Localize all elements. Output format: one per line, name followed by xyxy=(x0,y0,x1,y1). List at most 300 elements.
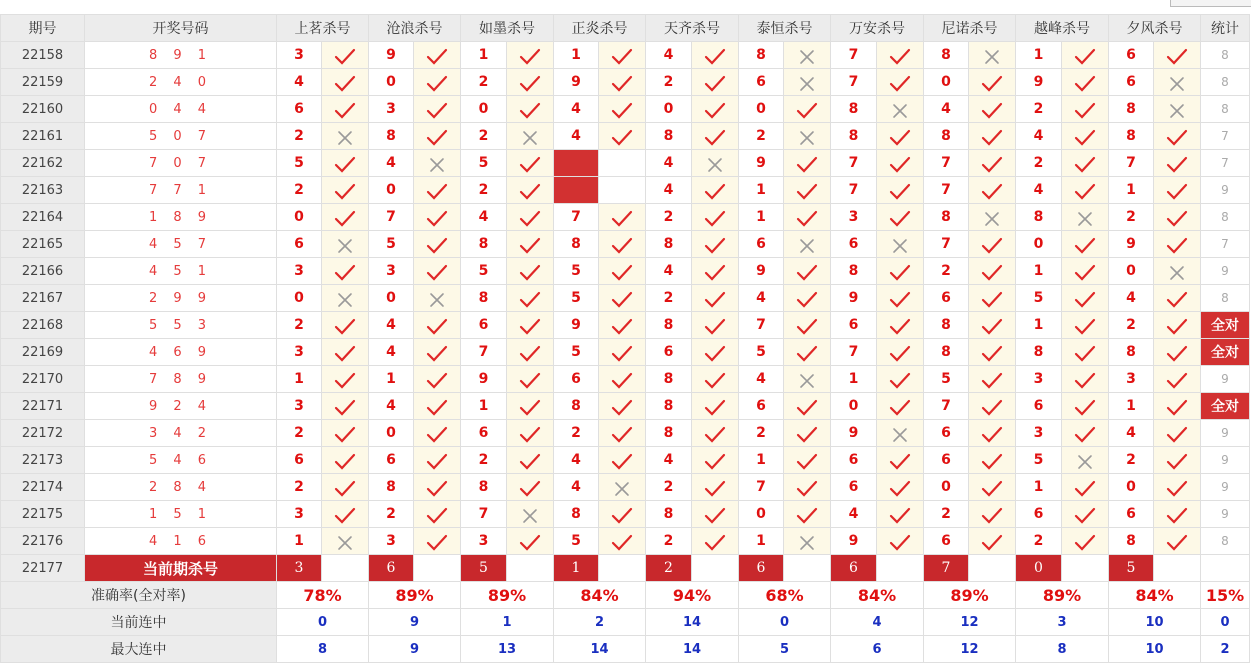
kill-number: 6 xyxy=(924,285,969,312)
check-mark-icon xyxy=(426,102,448,120)
cross-mark-icon xyxy=(889,426,911,444)
hit-result xyxy=(599,501,646,528)
kill-number: 8 xyxy=(924,312,969,339)
table-row xyxy=(1,150,1250,177)
check-mark-icon xyxy=(611,75,633,93)
miss-result xyxy=(877,420,924,447)
column-header-expert: 沧浪杀号 xyxy=(369,15,461,42)
hit-result xyxy=(1154,150,1201,177)
hit-result xyxy=(507,42,554,69)
hit-result xyxy=(414,312,461,339)
hit-result xyxy=(1154,177,1201,204)
kill-number: 2 xyxy=(554,420,599,447)
hit-result xyxy=(692,285,739,312)
table-row xyxy=(1,204,1250,231)
current-empty-cell xyxy=(1062,555,1109,582)
accuracy-row-value: 89% xyxy=(369,582,461,609)
hit-result xyxy=(692,501,739,528)
hit-result xyxy=(784,285,831,312)
hit-result xyxy=(599,123,646,150)
hit-result xyxy=(507,393,554,420)
cross-mark-icon xyxy=(334,237,356,255)
check-mark-icon xyxy=(981,318,1003,336)
issue-number: 22165 xyxy=(1,231,85,258)
hit-result xyxy=(507,339,554,366)
check-mark-icon xyxy=(981,480,1003,498)
check-mark-icon xyxy=(611,426,633,444)
kill-number: 4 xyxy=(1016,177,1062,204)
current-kill-number: 0 xyxy=(1016,555,1062,582)
current-streak-row-value: 12 xyxy=(924,609,1016,636)
hit-count: 9 xyxy=(1201,177,1250,204)
kill-number: 7 xyxy=(739,312,784,339)
check-mark-icon xyxy=(796,102,818,120)
table-row xyxy=(1,366,1250,393)
hit-count: 8 xyxy=(1201,42,1250,69)
hit-count: 7 xyxy=(1201,231,1250,258)
cross-mark-icon xyxy=(889,237,911,255)
check-mark-icon xyxy=(519,264,541,282)
current-kill-number: 6 xyxy=(831,555,877,582)
missing-pick-cell xyxy=(554,150,599,177)
kill-number: 0 xyxy=(831,393,877,420)
hit-result xyxy=(1154,231,1201,258)
hit-result xyxy=(507,474,554,501)
kill-number: 5 xyxy=(461,150,507,177)
hit-result xyxy=(322,204,369,231)
draw-numbers: 7 8 9 xyxy=(85,366,277,393)
kill-number: 1 xyxy=(1016,42,1062,69)
check-mark-icon xyxy=(611,534,633,552)
max-streak-row-value: 13 xyxy=(461,636,554,663)
kill-number: 0 xyxy=(1109,474,1154,501)
hit-result xyxy=(322,501,369,528)
hit-result xyxy=(969,474,1016,501)
check-mark-icon xyxy=(1074,480,1096,498)
accuracy-row-value: 89% xyxy=(924,582,1016,609)
hit-result xyxy=(322,312,369,339)
check-mark-icon xyxy=(519,102,541,120)
hit-result xyxy=(692,420,739,447)
check-mark-icon xyxy=(334,399,356,417)
check-mark-icon xyxy=(611,210,633,228)
hit-result xyxy=(507,204,554,231)
miss-result xyxy=(414,285,461,312)
kill-number: 4 xyxy=(831,501,877,528)
check-mark-icon xyxy=(426,264,448,282)
kill-number: 2 xyxy=(1016,150,1062,177)
column-header-expert: 正炎杀号 xyxy=(554,15,646,42)
current-empty-cell xyxy=(1154,555,1201,582)
hit-result xyxy=(877,366,924,393)
cross-mark-icon xyxy=(796,75,818,93)
hit-result xyxy=(784,474,831,501)
hit-result xyxy=(414,420,461,447)
check-mark-icon xyxy=(796,507,818,525)
hit-result xyxy=(507,177,554,204)
hit-result xyxy=(507,150,554,177)
cross-mark-icon xyxy=(796,237,818,255)
hit-result xyxy=(322,96,369,123)
hit-result xyxy=(969,123,1016,150)
check-mark-icon xyxy=(334,372,356,390)
check-mark-icon xyxy=(981,75,1003,93)
draw-numbers: 4 6 9 xyxy=(85,339,277,366)
hit-result xyxy=(1062,69,1109,96)
issue-number: 22171 xyxy=(1,393,85,420)
kill-number: 0 xyxy=(739,96,784,123)
check-mark-icon xyxy=(704,318,726,336)
miss-result xyxy=(969,204,1016,231)
kill-number: 8 xyxy=(1109,528,1154,555)
kill-number: 2 xyxy=(646,474,692,501)
check-mark-icon xyxy=(981,102,1003,120)
kill-number: 1 xyxy=(831,366,877,393)
cross-mark-icon xyxy=(1074,210,1096,228)
issue-number: 22173 xyxy=(1,447,85,474)
kill-number: 6 xyxy=(831,231,877,258)
hit-result xyxy=(322,258,369,285)
hit-result xyxy=(599,420,646,447)
accuracy-row-value: 84% xyxy=(1109,582,1201,609)
max-streak-row-value: 8 xyxy=(277,636,369,663)
kill-number: 8 xyxy=(831,123,877,150)
hit-result xyxy=(969,285,1016,312)
hit-result xyxy=(1154,42,1201,69)
hit-result xyxy=(599,528,646,555)
hit-result xyxy=(1154,366,1201,393)
issue-number: 22167 xyxy=(1,285,85,312)
hit-count: 8 xyxy=(1201,96,1250,123)
draw-numbers: 9 2 4 xyxy=(85,393,277,420)
kill-number: 2 xyxy=(739,420,784,447)
check-mark-icon xyxy=(1166,48,1188,66)
max-streak-row-value: 14 xyxy=(554,636,646,663)
missing-pick-cell xyxy=(554,177,599,204)
check-mark-icon xyxy=(1074,426,1096,444)
hit-result xyxy=(692,474,739,501)
kill-number: 6 xyxy=(924,420,969,447)
check-mark-icon xyxy=(1166,210,1188,228)
kill-number: 2 xyxy=(369,501,414,528)
hit-result xyxy=(784,150,831,177)
kill-number: 6 xyxy=(646,339,692,366)
hit-result xyxy=(1062,312,1109,339)
missing-result-cell xyxy=(599,150,646,177)
check-mark-icon xyxy=(426,399,448,417)
check-mark-icon xyxy=(1074,291,1096,309)
draw-numbers: 4 5 1 xyxy=(85,258,277,285)
miss-result xyxy=(1154,69,1201,96)
kill-number: 3 xyxy=(1016,420,1062,447)
draw-numbers: 2 9 9 xyxy=(85,285,277,312)
kill-number: 8 xyxy=(924,204,969,231)
kill-number: 4 xyxy=(739,366,784,393)
hit-result xyxy=(1062,123,1109,150)
hit-result xyxy=(969,69,1016,96)
kill-number: 2 xyxy=(646,204,692,231)
kill-number: 1 xyxy=(739,204,784,231)
check-mark-icon xyxy=(1166,156,1188,174)
kill-number: 3 xyxy=(461,528,507,555)
kill-number: 0 xyxy=(924,69,969,96)
hit-result xyxy=(692,366,739,393)
current-streak-row-value: 10 xyxy=(1109,609,1201,636)
issue-number: 22175 xyxy=(1,501,85,528)
hit-result xyxy=(1154,501,1201,528)
kill-number: 9 xyxy=(554,312,599,339)
check-mark-icon xyxy=(1074,129,1096,147)
hit-result xyxy=(322,339,369,366)
hit-count: 9 xyxy=(1201,501,1250,528)
check-mark-icon xyxy=(426,480,448,498)
kill-number: 7 xyxy=(1109,150,1154,177)
hit-result xyxy=(877,69,924,96)
hit-result xyxy=(1062,339,1109,366)
hit-result xyxy=(414,42,461,69)
issue-number: 22162 xyxy=(1,150,85,177)
hit-count: 8 xyxy=(1201,285,1250,312)
current-kill-number: 6 xyxy=(369,555,414,582)
kill-number: 6 xyxy=(277,96,322,123)
hit-result xyxy=(1154,447,1201,474)
check-mark-icon xyxy=(426,453,448,471)
check-mark-icon xyxy=(426,534,448,552)
issue-number: 22163 xyxy=(1,177,85,204)
current-empty-cell xyxy=(969,555,1016,582)
current-kill-number: 6 xyxy=(739,555,784,582)
hit-result xyxy=(507,366,554,393)
kill-number: 8 xyxy=(369,474,414,501)
check-mark-icon xyxy=(796,318,818,336)
kill-number: 8 xyxy=(1109,339,1154,366)
hit-result xyxy=(322,393,369,420)
kill-number: 8 xyxy=(646,420,692,447)
check-mark-icon xyxy=(1074,183,1096,201)
kill-number: 5 xyxy=(739,339,784,366)
kill-number: 2 xyxy=(461,69,507,96)
kill-number: 7 xyxy=(739,474,784,501)
max-streak-row xyxy=(1,636,1250,663)
kill-number: 6 xyxy=(831,447,877,474)
kill-number: 4 xyxy=(554,474,599,501)
top-strip xyxy=(0,0,1251,14)
hit-result xyxy=(414,204,461,231)
hit-result xyxy=(1154,528,1201,555)
check-mark-icon xyxy=(704,237,726,255)
cross-mark-icon xyxy=(519,129,541,147)
kill-number: 2 xyxy=(646,285,692,312)
kill-number: 5 xyxy=(1016,447,1062,474)
kill-number: 8 xyxy=(1016,204,1062,231)
check-mark-icon xyxy=(1074,75,1096,93)
kill-number: 1 xyxy=(1016,474,1062,501)
check-mark-icon xyxy=(334,48,356,66)
issue-number: 22164 xyxy=(1,204,85,231)
kill-number: 4 xyxy=(646,177,692,204)
hit-result xyxy=(969,339,1016,366)
check-mark-icon xyxy=(611,291,633,309)
hit-result xyxy=(322,366,369,393)
check-mark-icon xyxy=(426,426,448,444)
kill-number: 7 xyxy=(554,204,599,231)
kill-number: 0 xyxy=(277,285,322,312)
hit-result xyxy=(877,474,924,501)
hit-result xyxy=(507,231,554,258)
kill-number: 2 xyxy=(1016,96,1062,123)
miss-result xyxy=(784,42,831,69)
miss-result xyxy=(322,285,369,312)
current-streak-row-value: 1 xyxy=(461,609,554,636)
check-mark-icon xyxy=(704,183,726,201)
draw-numbers: 4 1 6 xyxy=(85,528,277,555)
check-mark-icon xyxy=(889,183,911,201)
kill-number: 8 xyxy=(646,231,692,258)
accuracy-row-total: 15% xyxy=(1201,582,1250,609)
check-mark-icon xyxy=(426,237,448,255)
kill-number: 1 xyxy=(1109,393,1154,420)
current-streak-row-value: 14 xyxy=(646,609,739,636)
current-streak-row-total: 0 xyxy=(1201,609,1250,636)
miss-result xyxy=(784,69,831,96)
check-mark-icon xyxy=(334,426,356,444)
max-streak-row-total: 2 xyxy=(1201,636,1250,663)
hit-count: 9 xyxy=(1201,258,1250,285)
hit-result xyxy=(507,69,554,96)
current-kill-number: 1 xyxy=(554,555,599,582)
check-mark-icon xyxy=(611,318,633,336)
kill-number: 8 xyxy=(831,96,877,123)
hit-result xyxy=(1154,312,1201,339)
current-empty-cell xyxy=(877,555,924,582)
hit-result xyxy=(969,447,1016,474)
hit-result xyxy=(599,258,646,285)
kill-number: 6 xyxy=(924,528,969,555)
check-mark-icon xyxy=(889,156,911,174)
max-streak-row-value: 10 xyxy=(1109,636,1201,663)
hit-result xyxy=(414,393,461,420)
hit-result xyxy=(784,393,831,420)
hit-result xyxy=(414,96,461,123)
issue-number: 22174 xyxy=(1,474,85,501)
kill-number: 1 xyxy=(554,42,599,69)
issue-number: 22170 xyxy=(1,366,85,393)
check-mark-icon xyxy=(519,426,541,444)
cross-mark-icon xyxy=(981,210,1003,228)
max-streak-row-value: 12 xyxy=(924,636,1016,663)
kill-number: 8 xyxy=(1016,339,1062,366)
kill-number: 6 xyxy=(1109,69,1154,96)
kill-number: 0 xyxy=(1016,231,1062,258)
check-mark-icon xyxy=(704,507,726,525)
check-mark-icon xyxy=(1074,507,1096,525)
hit-result xyxy=(877,447,924,474)
issue-number: 22168 xyxy=(1,312,85,339)
hit-result xyxy=(507,447,554,474)
check-mark-icon xyxy=(981,372,1003,390)
kill-number: 8 xyxy=(924,339,969,366)
hit-result xyxy=(322,420,369,447)
miss-result xyxy=(507,123,554,150)
miss-result xyxy=(692,150,739,177)
kill-number: 3 xyxy=(831,204,877,231)
kill-number: 4 xyxy=(646,258,692,285)
max-streak-row-label: 最大连中 xyxy=(1,636,277,663)
check-mark-icon xyxy=(1074,48,1096,66)
kill-number: 4 xyxy=(646,150,692,177)
kill-number: 7 xyxy=(461,501,507,528)
current-empty-cell xyxy=(414,555,461,582)
issue-number: 22161 xyxy=(1,123,85,150)
check-mark-icon xyxy=(981,507,1003,525)
kill-number: 1 xyxy=(1016,312,1062,339)
check-mark-icon xyxy=(704,399,726,417)
accuracy-row-value: 68% xyxy=(739,582,831,609)
check-mark-icon xyxy=(796,291,818,309)
cross-mark-icon xyxy=(1074,453,1096,471)
issue-number: 22160 xyxy=(1,96,85,123)
table-row xyxy=(1,312,1250,339)
kill-number: 6 xyxy=(1016,393,1062,420)
kill-number: 0 xyxy=(1109,258,1154,285)
hit-result xyxy=(1154,123,1201,150)
check-mark-icon xyxy=(796,264,818,282)
hit-result xyxy=(414,123,461,150)
miss-result xyxy=(784,528,831,555)
hit-result xyxy=(692,393,739,420)
hit-result xyxy=(599,69,646,96)
accuracy-row-value: 78% xyxy=(277,582,369,609)
hit-result xyxy=(507,312,554,339)
current-kill-number: 3 xyxy=(277,555,322,582)
column-header-issue: 期号 xyxy=(1,15,85,42)
cross-mark-icon xyxy=(981,48,1003,66)
hit-result xyxy=(877,285,924,312)
issue-number: 22166 xyxy=(1,258,85,285)
hit-result xyxy=(877,150,924,177)
kill-number: 9 xyxy=(461,366,507,393)
hit-result xyxy=(1062,420,1109,447)
issue-number: 22158 xyxy=(1,42,85,69)
check-mark-icon xyxy=(611,237,633,255)
kill-number: 8 xyxy=(739,42,784,69)
hit-result xyxy=(692,96,739,123)
draw-numbers: 1 8 9 xyxy=(85,204,277,231)
check-mark-icon xyxy=(1074,156,1096,174)
kill-number: 7 xyxy=(831,69,877,96)
kill-number: 4 xyxy=(646,42,692,69)
hit-result xyxy=(1062,474,1109,501)
check-mark-icon xyxy=(704,48,726,66)
check-mark-icon xyxy=(1074,237,1096,255)
hit-result xyxy=(1154,393,1201,420)
kill-number: 1 xyxy=(1109,177,1154,204)
hit-result xyxy=(414,258,461,285)
check-mark-icon xyxy=(1074,264,1096,282)
hit-result xyxy=(599,312,646,339)
hit-result xyxy=(1062,258,1109,285)
kill-number: 3 xyxy=(277,42,322,69)
kill-number: 1 xyxy=(369,366,414,393)
check-mark-icon xyxy=(796,399,818,417)
kill-number: 2 xyxy=(646,528,692,555)
kill-number: 8 xyxy=(924,123,969,150)
draw-numbers: 2 8 4 xyxy=(85,474,277,501)
miss-result xyxy=(599,474,646,501)
hit-result xyxy=(1062,177,1109,204)
header-row xyxy=(1,15,1250,42)
check-mark-icon xyxy=(981,453,1003,471)
